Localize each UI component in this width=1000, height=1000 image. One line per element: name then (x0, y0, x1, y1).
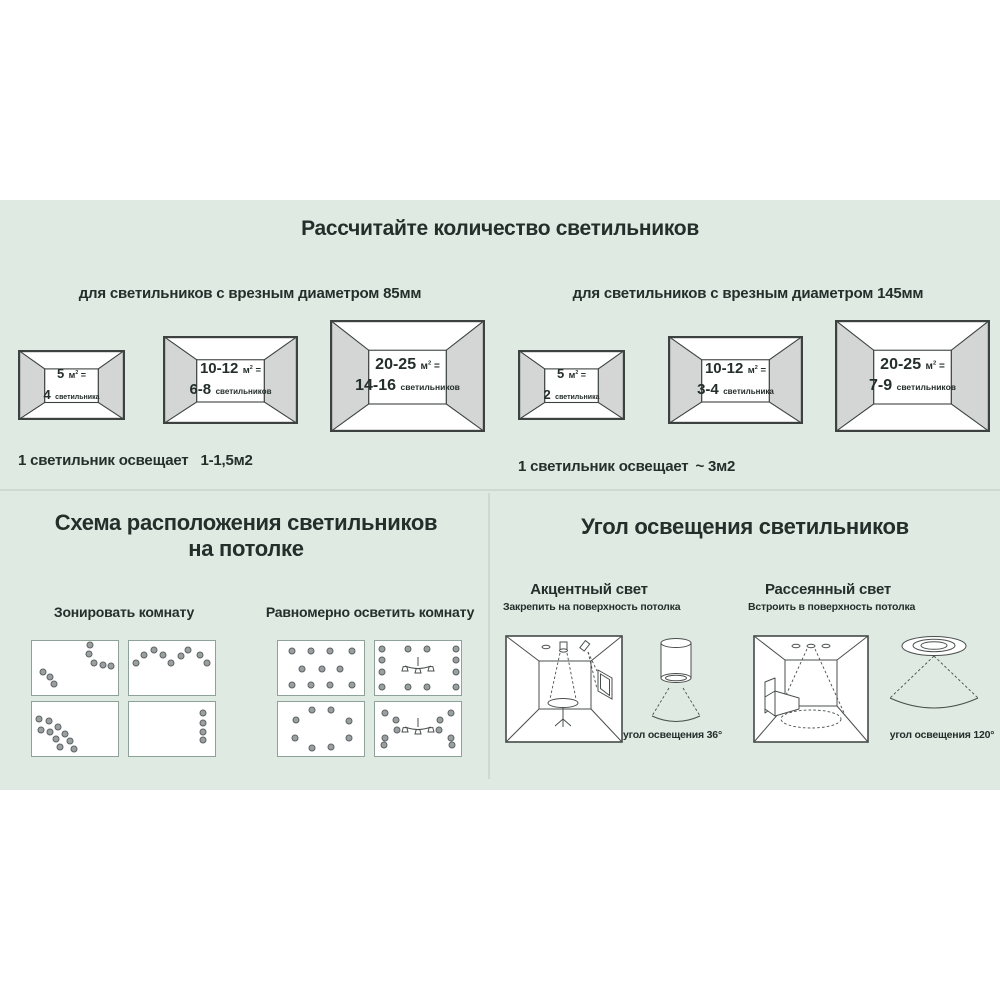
light-dot (47, 728, 54, 735)
accent-light-header (503, 581, 681, 613)
light-dot (288, 682, 295, 689)
light-dot (348, 647, 355, 654)
light-dot (185, 646, 192, 653)
ceiling-diagram-85-20-25m2 (330, 320, 485, 432)
uniform-card-2 (374, 640, 462, 696)
diffuse-title: Рассеянный свет (764, 581, 892, 598)
uniform-card-4 (374, 701, 462, 757)
light-dot (424, 683, 431, 690)
light-dot (345, 717, 352, 724)
light-dot (199, 719, 206, 726)
room-area-label: 5 $м^2$ = 4 светильника (43, 366, 100, 402)
zoning-card-4 (128, 701, 216, 757)
light-dot (328, 744, 335, 751)
light-dot (447, 734, 454, 741)
light-dot (378, 657, 385, 664)
uniform-card-3 (277, 701, 365, 757)
ceiling-diagram-85-10-12m2 (163, 336, 298, 424)
light-dot (40, 668, 47, 675)
light-dot (90, 660, 97, 667)
group-header-145mm: для светильников с врезным диаметром 145мм (572, 285, 924, 302)
note-coverage-85mm (18, 452, 253, 469)
light-dot (35, 716, 42, 723)
note-value: ~ 3м2 (695, 458, 736, 475)
light-dot (132, 660, 139, 667)
light-dot (99, 662, 106, 669)
uniform-card-1 (277, 640, 365, 696)
light-dot (307, 647, 314, 654)
uniform-subtitle: Равномерно осветить комнату (265, 604, 475, 620)
light-dot (150, 646, 157, 653)
light-dot (178, 652, 185, 659)
downlight-36-icon (635, 638, 717, 726)
light-dot (54, 723, 61, 730)
room-area-label: 10-12 $м^2$ = 3-4 светильника (697, 360, 774, 398)
schema-section-title (0, 510, 492, 563)
light-dot (318, 665, 325, 672)
light-dot (380, 742, 387, 749)
light-dot (108, 663, 115, 670)
diffuse-subtitle: Встроить в поверхность потолка (748, 601, 916, 613)
zoning-subtitle: Зонировать комнату (53, 604, 195, 620)
light-dot (404, 646, 411, 653)
main-title: Рассчитайте количество светильников (301, 217, 699, 240)
chandelier-icon (400, 656, 436, 680)
light-dot (196, 651, 203, 658)
light-dot (452, 657, 459, 664)
zoning-card-3 (31, 701, 119, 757)
ceiling-diagram-145-10-12m2 (668, 336, 803, 424)
light-dot (66, 737, 73, 744)
accent-title: Акцентный свет (530, 581, 648, 598)
light-dot (87, 642, 94, 649)
light-dot (382, 709, 389, 716)
room-area-label: 5 $м^2$ = 2 светильника (543, 366, 600, 402)
light-dot (348, 682, 355, 689)
light-dot (168, 659, 175, 666)
light-dot (204, 660, 211, 667)
light-dot (328, 707, 335, 714)
light-dot (437, 717, 444, 724)
light-dot (392, 717, 399, 724)
light-dot (57, 744, 64, 751)
accent-room-illustration (505, 635, 623, 743)
light-dot (378, 646, 385, 653)
light-dot (71, 745, 78, 752)
zoning-card-1 (31, 640, 119, 696)
light-dot (378, 683, 385, 690)
light-dot (452, 683, 459, 690)
light-dot (382, 734, 389, 741)
light-dot (326, 682, 333, 689)
angle-label-120: угол освещения 120° (889, 729, 995, 741)
schema-title-line2: на потолке (188, 536, 304, 562)
light-dot (50, 680, 57, 687)
note-value: 1-1,5м2 (200, 452, 253, 469)
chandelier-icon (400, 717, 436, 741)
light-dot (424, 646, 431, 653)
light-dot (309, 745, 316, 752)
light-dot (141, 651, 148, 658)
light-dot (85, 650, 92, 657)
light-dot (53, 736, 60, 743)
room-area-label: 20-25 $м^2$ = 7-9 светильников (869, 356, 956, 394)
light-dot (404, 683, 411, 690)
note-label: 1 светильник освещает (518, 458, 689, 475)
note-coverage-145mm (518, 458, 735, 475)
light-dot (378, 669, 385, 676)
light-dot (394, 726, 401, 733)
note-label: 1 светильник освещает (18, 452, 189, 469)
light-dot (452, 646, 459, 653)
diffuse-light-header (748, 581, 916, 613)
light-dot (288, 647, 295, 654)
ceiling-diagram-145-20-25m2 (835, 320, 990, 432)
ceiling-diagram-85-5m2 (18, 350, 125, 420)
light-dot (46, 718, 53, 725)
angle-label-36: угол освещения 36° (623, 729, 722, 741)
light-dot (449, 742, 456, 749)
light-dot (199, 728, 206, 735)
horizontal-divider (0, 489, 1000, 491)
accent-subtitle: Закрепить на поверхность потолка (503, 601, 681, 613)
light-dot (307, 682, 314, 689)
room-area-label: 20-25 $м^2$ = 14-16 светильников (355, 356, 460, 394)
light-dot (199, 737, 206, 744)
light-dot (336, 665, 343, 672)
light-dot (452, 669, 459, 676)
ceiling-diagram-145-5m2 (518, 350, 625, 420)
light-dot (38, 726, 45, 733)
light-dot (326, 647, 333, 654)
recessed-light-120-icon (882, 632, 986, 726)
zoning-card-2 (128, 640, 216, 696)
group-header-85mm: для светильников с врезным диаметром 85мм (78, 285, 422, 302)
schema-title-line1: Схема расположения светильников (54, 510, 438, 535)
diffuse-room-illustration (753, 635, 869, 743)
room-area-label: 10-12 $м^2$ = 6-8 светильников (189, 360, 272, 398)
light-dot (435, 726, 442, 733)
light-dot (160, 651, 167, 658)
light-dot (299, 665, 306, 672)
light-dot (199, 710, 206, 717)
light-dot (447, 709, 454, 716)
light-dot (345, 735, 352, 742)
light-dot (292, 735, 299, 742)
angle-section-title: Угол освещения светильников (581, 514, 909, 539)
light-dot (309, 707, 316, 714)
light-dot (293, 717, 300, 724)
